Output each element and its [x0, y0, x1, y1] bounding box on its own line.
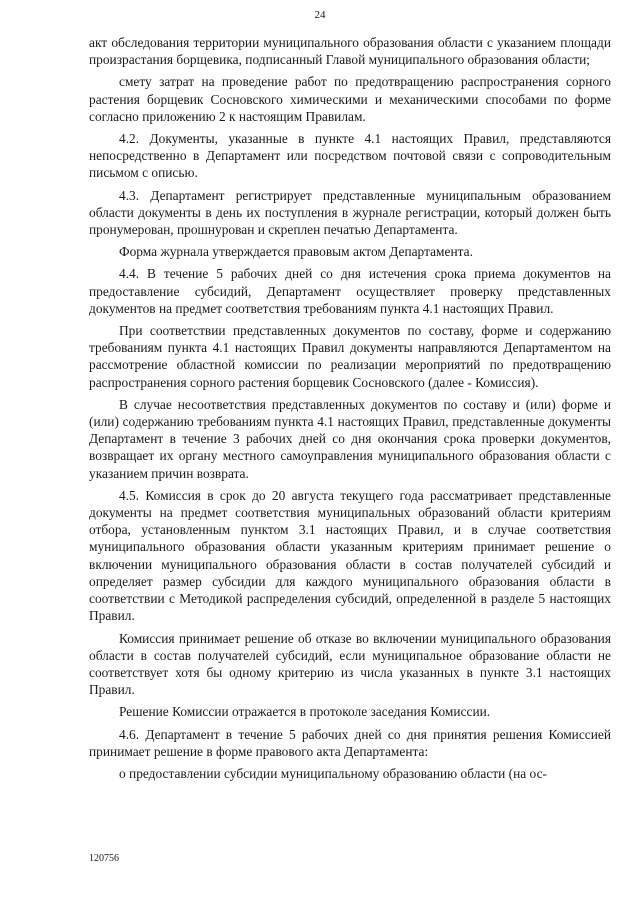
paragraph-7: При соответствии представленных документов по составу, форме и содержанию требованиям пункта 4.1 настоящих Правил документы направляются Департаментом на рассмотрение областной комиссии по реализации мероприятий по предотвращению распространения сорного растения борщевик Сосновского (далее - Комиссия). — [89, 323, 611, 390]
paragraph-10: Комиссия принимает решение об отказе во включении муниципального образования области в состав получателей субсидий, если муниципальное образование области не соответствует хотя бы одному критерию из числа указанных в пункте 3.1 настоящих Правил. — [89, 630, 611, 698]
paragraph-8: В случае несоответствия представленных документов по составу и (или) форме и (или) содержанию требованиям пункта 4.1 настоящих Правил, представленные документы Департамент в течение 3 рабочих дней со дня окончания срока проверки документов, возвращает их органу местного самоуправления муниципального образования области с указанием причин возврата. — [89, 396, 611, 481]
paragraph-4: 4.3. Департамент регистрирует представленные муниципальным образованием области документы в день их поступления в журнале регистрации, который должен быть пронумерован, прошнурован и скреплен печатью Департамента. — [89, 187, 611, 238]
paragraph-2: смету затрат на проведение работ по предотвращению распространения сорного растения борщевик Сосновского химическими и механическими способами по форме согласно приложению 2 к настоящим Правилам. — [89, 74, 611, 124]
paragraph-11: Решение Комиссии отражается в протоколе заседания Комиссии. — [119, 704, 491, 720]
paragraph-9: 4.5. Комиссия в срок до 20 августа текущего года рассматривает представленные документы на предмет соответствия муниципальных образований области критериям отбора, установленным пунктом 3.1 настоящих Правил, и в случае соответствия муниципального образования области указанным критериям принимает решение о включении муниципального образования области в состав получателей субсидий и определяет размер субсидии для каждого муниципального образования области в соответствии с Методикой распределения субсидий, определенной в разделе 5 настоящих Правил. — [89, 487, 611, 624]
document-body — [89, 34, 611, 787]
paragraph-5: Форма журнала утверждается правовым актом Департамента. — [119, 244, 473, 260]
paragraph-13: о предоставлении субсидии муниципальному образованию области (на ос- — [119, 765, 547, 781]
page-number: 24 — [314, 9, 326, 21]
paragraph-6: 4.4. В течение 5 рабочих дней со дня истечения срока приема документов на предоставление субсидий, Департамент осуществляет проверку представленных документов на предмет соответствия требованиям пункта 4.1 настоящих Правил. — [89, 266, 611, 316]
paragraph-1: акт обследования территории муниципального образования области с указанием площади произрастания борщевика, подписанный Главой муниципального образования области; — [89, 35, 611, 68]
paragraph-12: 4.6. Департамент в течение 5 рабочих дней со дня принятия решения Комиссией принимает решение в форме правового акта Департамента: — [89, 726, 611, 759]
paragraph-3: 4.2. Документы, указанные в пункте 4.1 настоящих Правил, представляются непосредственно в Департамент или посредством почтовой связи с сопроводительным письмом с описью. — [89, 131, 611, 181]
document-code: 120756 — [89, 853, 119, 864]
